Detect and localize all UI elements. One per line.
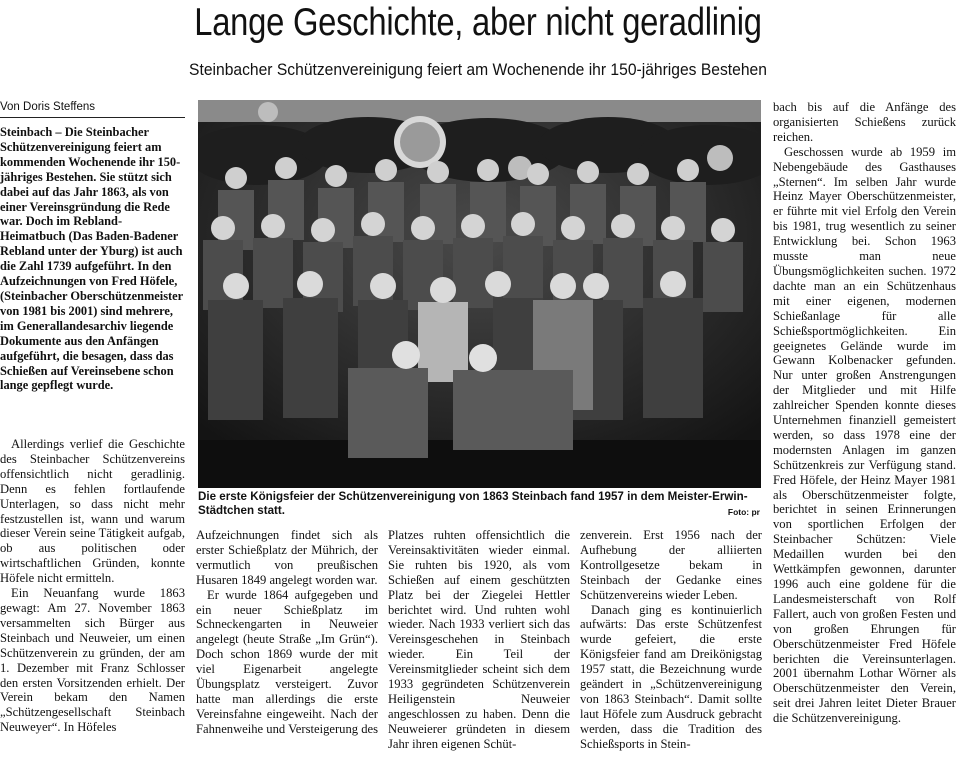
column-2 — [196, 528, 378, 737]
photo-caption: Die erste Königsfeier der Schützenvereinigung von 1863 Steinbach fand 1957 in dem Meister-Erwin-Städtchen statt. — [198, 490, 748, 517]
paragraph: Er wurde 1864 aufgegeben und ein neuer Schießplatz im Schneckengarten in Neuweier angelegt (heute Straße „Im Grün“). Doch schon 1869 wurde der mit viel Eigenarbeit angelegte Übungsplatz versteigert. Zuvor hatte man allerdings die erste Vereinsfahne eingeweiht. Nach der Fahnenweihe und Versteigerung des — [196, 587, 378, 736]
headline: Lange Geschichte, aber nicht geradlinig — [194, 1, 762, 44]
paragraph: Aufzeichnungen findet sich als erster Schießplatz der Mührich, der vermutlich von preußischen Husaren 1849 angelegt worden war. — [196, 528, 378, 587]
paragraph: Platzes ruhten offensichtlich die Vereinsaktivitäten wieder einmal. Sie ruhten bis 1920, als vom Schießen auf einem geschützten Platz bei der Ziegelei Hettler berichtet wird. Und ruhten wohl wieder. Nach 1933 verliert sich das Vereinsgeschehen in Steinbach wieder. Ein Teil der Vereinsmitglieder scheint sich dem 1933 gegründeten Schützenverein Heiligenstein Neuweier angeschlossen zu haben. Denn die Neuweierer gründeten in diesem Jahr ihren eigenen Schüt- — [388, 528, 570, 751]
paragraph: Geschossen wurde ab 1959 im Nebengebäude des Gasthauses „Sternen“. Im selben Jahr wurde Heinz Mayer Oberschützenmeister, er führte mit viel Erfolg den Verein bis 1981, trug wesentlich zu seiner Entwicklung bei. Schon 1963 musste man neue Übungsmöglichkeiten suchen. 1972 dachte man an ein Schützenhaus mit einer eigenen, modernen Schießanlage für alle Schießsportmöglichkeiten. Ein geeignetes Gelände wurde im Gewann Kolbenacker gefunden. Nur unter großen Anstrengungen der Mitglieder und mit Hilfe zahlreicher Spenden konnte dieses Unternehmen finanziell gemeistert werden, so dass 1978 eine der modernsten Anlagen im ganzen Schützenkreis zur Verfügung stand. Fred Höfele, der Heinz Mayer 1981 als Oberschützenmeister folgte, berichtet in seinen Erinnerungen von sportlichen Erfolgen der Steinbacher Schützen: Viele Medaillen wurden bei den Wettkämpfen gewonnen, darunter 1996 auch eine goldene für die Landesmeisterschaft von Rolf Fallert, auch von großen Festen und von großen Ehrungen für Oberschützenmeister Fred Höfele berichten die Vereinsunterlagen. 2001 übernahm Lothar Wörner als Oberschützenmeister den Verein, seit drei Jahren leitet Dieter Brauer die Schützenvereinigung. — [773, 144, 956, 726]
column-4 — [580, 528, 762, 752]
paragraph: bach bis auf die Anfänge des organisierten Schießens zurück reichen. — [773, 100, 956, 144]
paragraph: zenverein. Erst 1956 nach der Aufhebung der alliierten Kontrollgesetze bekam in Steinbach der Gedanke eines Schützenvereins wieder Leben. — [580, 528, 762, 602]
byline: Von Doris Steffens — [0, 100, 185, 118]
lead-paragraph: Steinbach – Die Steinbacher Schützenvereinigung feiert am kommenden Wochenende ihr 150-jähriges Bestehen. Sie stützt sich dabei auf das Jahr 1863, als von einer Vereinsgründung die Rede war. Doch im Rebland-Heimatbuch (Das Baden-Badener Rebland unter der Yburg) ist auch die Zahl 1739 aufgeführt. In den Aufzeichnungen von Fred Höfele, (Steinbacher Oberschützenmeister von 1981 bis 2001) sind mehrere, im Generallandesarchiv liegende Dokumente aus den Anfängen aufgeführt, die besagen, dass das Schießen auf Vereinsebene schon lange gepflegt wurde. — [0, 125, 183, 393]
paragraph: Ein Neuanfang wurde 1863 gewagt: Am 27. November 1863 versammelten sich Bürger aus Steinbach und Neuweier, um einen Schützenverein zu gründen, der am 1. Dezember mit Franz Schlosser den ersten Vorsitzenden erhielt. Der Verein bekam den Namen „Schützengesellschaft Steinbach Neuweyer“. In Höfeles — [0, 586, 185, 735]
group-photo — [198, 100, 761, 488]
photo-credit: Foto: pr — [727, 507, 760, 517]
column-3 — [388, 528, 570, 752]
paragraph: Danach ging es kontinuierlich aufwärts: Das erste Schützenfest wurde gefeiert, die erste Königsfeier fand am Dreikönigstag 1957 statt, die Bezeichnung wurde geändert in „Schützenvereinigung von 1863 Steinbach“. Damit sollte laut Höfele zum Ausdruck gebracht werden, dass die Tradition des Schießsports in Stein- — [580, 602, 762, 751]
group-photo-illustration — [198, 100, 761, 488]
column-5 — [773, 100, 956, 726]
column-1 — [0, 437, 185, 735]
subheadline: Steinbacher Schützenvereinigung feiert am Wochenende ihr 150-jähriges Bestehen — [189, 60, 767, 79]
paragraph: Allerdings verlief die Geschichte des Steinbacher Schützenvereins offensichtlich nicht geradlinig. Denn es fehlen fortlaufende Unterlagen, so dass nicht mehr festzustellen ist, wann und warum dieser Verein seine Tätigkeit aufgab, ob aus politischen oder wirtschaftlichen Gründen, konnte Höfele nicht ermitteln. — [0, 437, 185, 586]
